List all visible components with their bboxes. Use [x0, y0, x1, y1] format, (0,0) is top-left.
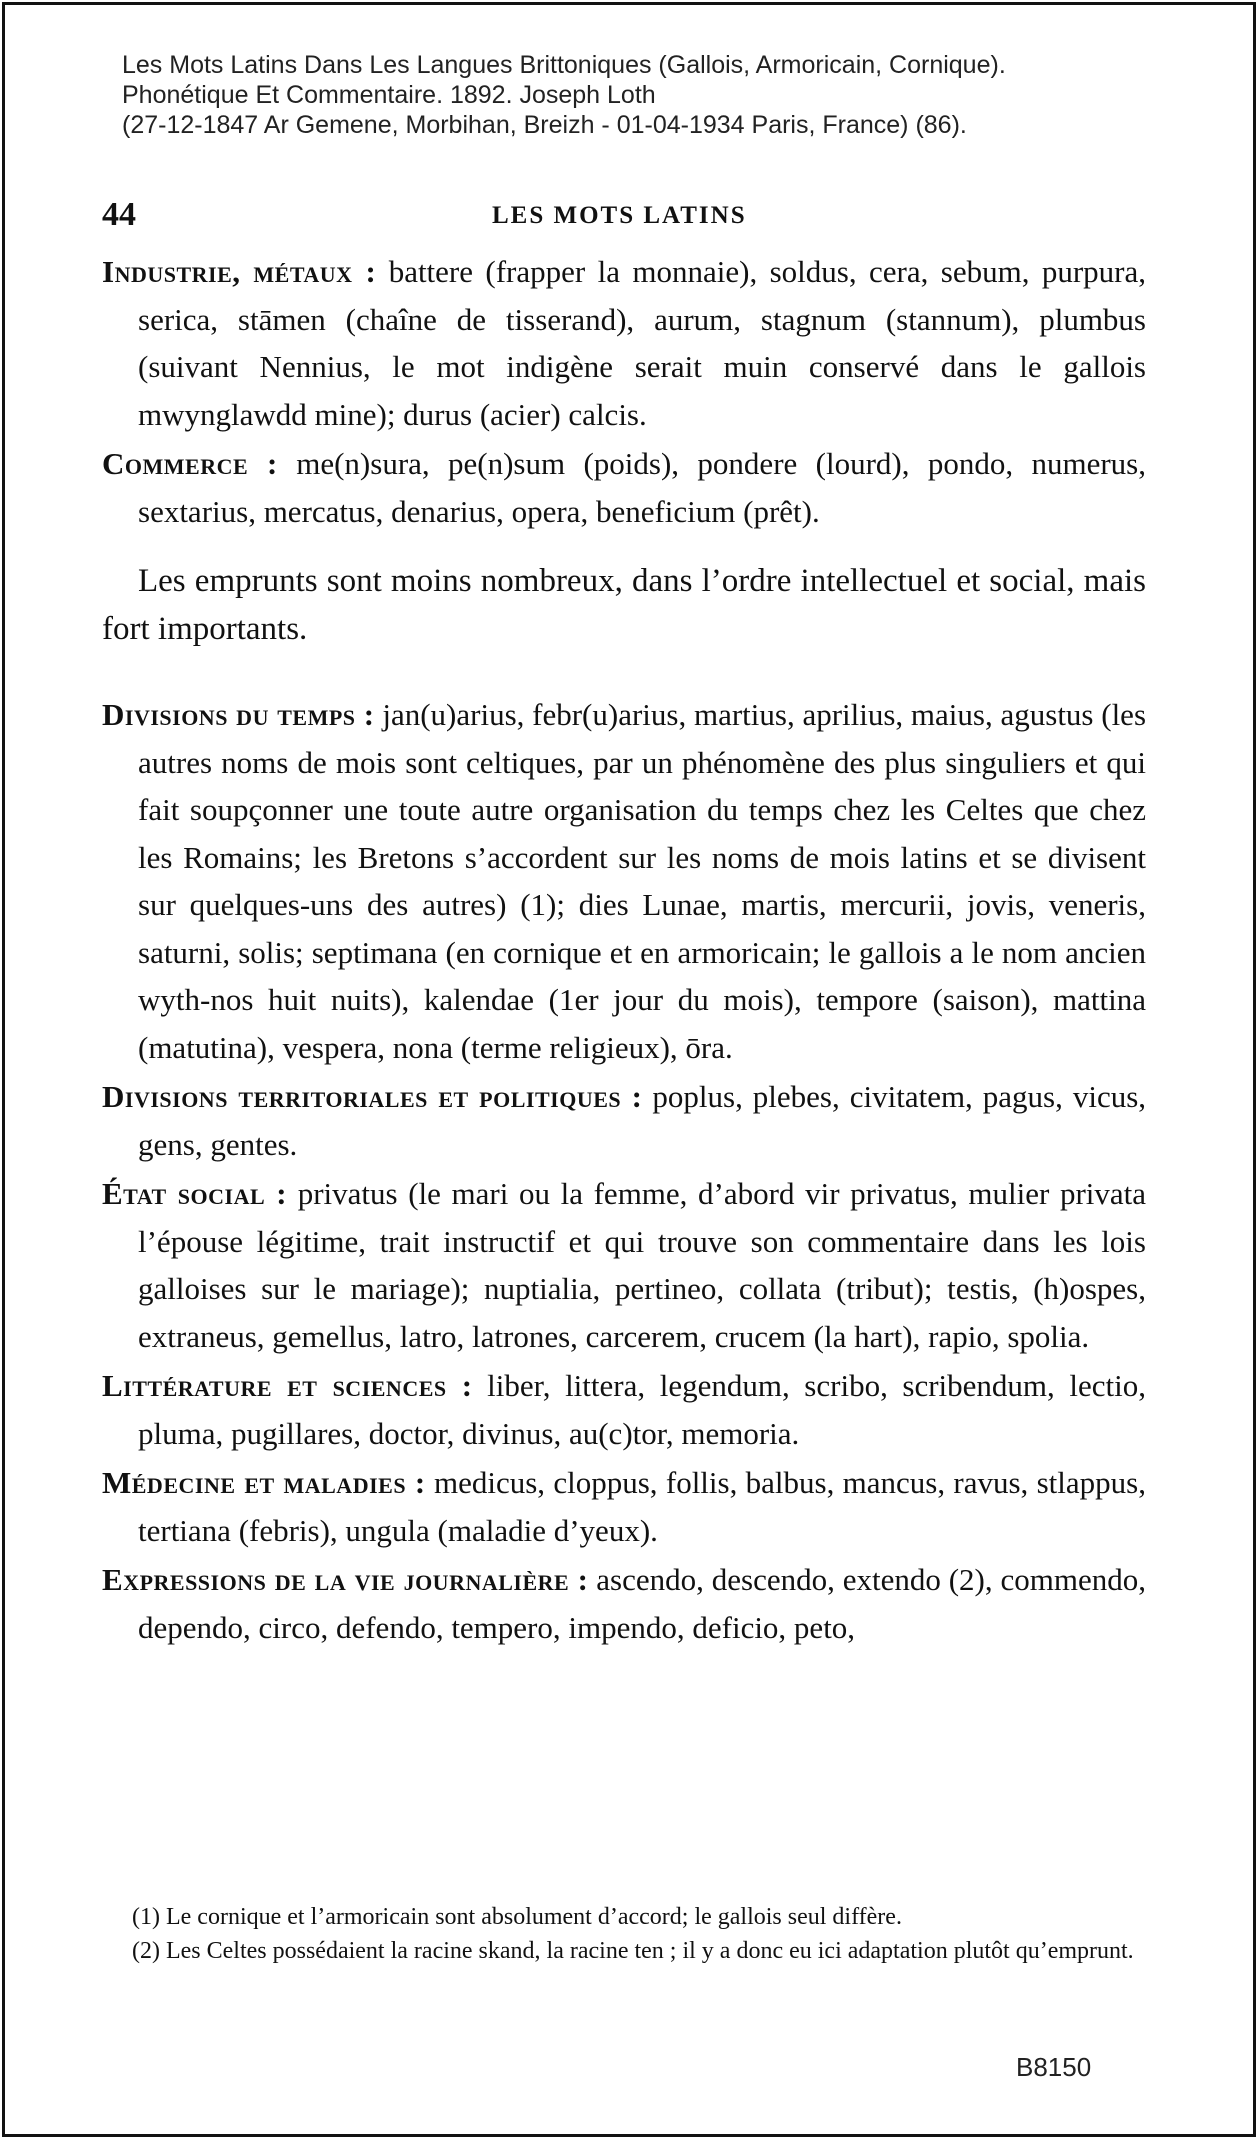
entry-lead: Divisions territoriales et politiques :	[102, 1079, 643, 1114]
entry-litterature	[102, 1362, 1146, 1457]
header-line-2: Phonétique Et Commentaire. 1892. Joseph Loth	[122, 81, 656, 109]
entry-lead: Industrie, métaux :	[102, 254, 377, 289]
header-line-3: (27-12-1847 Ar Gemene, Morbihan, Breizh - 01-04-1934 Paris, France) (86).	[122, 111, 967, 139]
entry-divisions-territoriales	[102, 1073, 1146, 1168]
entry-text: poplus, plebes, civitatem, pagus, vicus, gens, gentes.	[138, 1079, 1147, 1162]
entry-medecine	[102, 1459, 1146, 1554]
footnote-2: (2) Les Celtes possédaient la racine skand, la racine ten ; il y a donc eu ici adaptation plutôt qu’emprunt.	[132, 1938, 1134, 1964]
entry-etat-social	[102, 1170, 1146, 1360]
entry-lead: État social :	[102, 1176, 288, 1211]
footnote-1: (1) Le cornique et l’armoricain sont absolument d’accord; le gallois seul diffère.	[132, 1904, 902, 1930]
page-number: 44	[102, 196, 136, 233]
intro-paragraph: Les emprunts sont moins nombreux, dans l’ordre intellectuel et social, mais fort importants.	[102, 563, 1146, 647]
entry-lead: Divisions du temps :	[102, 697, 375, 732]
entry-text: medicus, cloppus, follis, balbus, mancus, ravus, stlappus, tertiana (febris), ungula (maladie d’yeux).	[138, 1465, 1146, 1548]
entry-text: me(n)sura, pe(n)sum (poids), pondere (lourd), pondo, numerus, sextarius, mercatus, denarius, opera, beneficium (prêt).	[138, 446, 1146, 529]
running-head	[102, 196, 1150, 236]
entry-text: ascendo, descendo, extendo (2), commendo, dependo, circo, defendo, tempero, impendo, deficio, peto,	[138, 1562, 1146, 1645]
header-line-1: Les Mots Latins Dans Les Langues Brittoniques (Gallois, Armoricain, Cornique).	[122, 51, 1006, 79]
entry-industrie	[102, 248, 1146, 438]
entry-lead: Expressions de la vie journalière :	[102, 1562, 589, 1597]
running-title: LES MOTS LATINS	[492, 202, 747, 229]
body-text	[102, 248, 1146, 1653]
entry-text: jan(u)arius, febr(u)arius, martius, aprilius, maius, agustus (les autres noms de mois sont celtiques, par un phénomène des plus singuliers et qui fait soupçonner une toute autre organisation du temps chez les Celtes que chez les Romains; les Bretons s’accordent sur les noms de mois latins et se divisent sur quelques-uns des autres) (1); dies Lunae, martis, mercurii, jovis, veneris, saturni, solis; septimana (en cornique et en armoricain; le gallois a le nom ancien wyth-nos huit nuits), kalendae (1er jour du mois), tempore (saison), mattina (matutina), vespera, nona (terme religieux), ōra.	[138, 697, 1147, 1065]
entry-text: liber, littera, legendum, scribo, scribendum, lectio, pluma, pugillares, doctor, divinus, au(c)tor, memoria.	[138, 1368, 1147, 1451]
entry-expressions	[102, 1556, 1146, 1651]
footnotes	[102, 1900, 1146, 1968]
entry-commerce	[102, 440, 1146, 535]
header-note	[122, 50, 1202, 140]
entry-text: privatus (le mari ou la femme, d’abord vir privatus, mulier privata l’épouse légitime, trait instructif et qui trouve son commentaire dans les lois galloises sur le mariage); nuptialia, pertineo, collata (tribut); testis, (h)ospes, extraneus, gemellus, latro, latrones, carcerem, crucem (la hart), rapio, spolia.	[138, 1176, 1147, 1354]
entry-text: battere (frapper la monnaie), soldus, cera, sebum, purpura, serica, stāmen (chaîne de tisserand), aurum, stagnum (stannum), plumbus (suivant Nennius, le mot indigène serait muin conservé dans le gallois mwynglawdd mine); durus (acier) calcis.	[138, 254, 1146, 432]
entry-lead: Littérature et sciences :	[102, 1368, 473, 1403]
reference-code: B8150	[1016, 2052, 1092, 2082]
entry-divisions-temps	[102, 691, 1146, 1071]
entry-lead: Médecine et maladies :	[102, 1465, 426, 1500]
entry-lead: Commerce :	[102, 446, 278, 481]
